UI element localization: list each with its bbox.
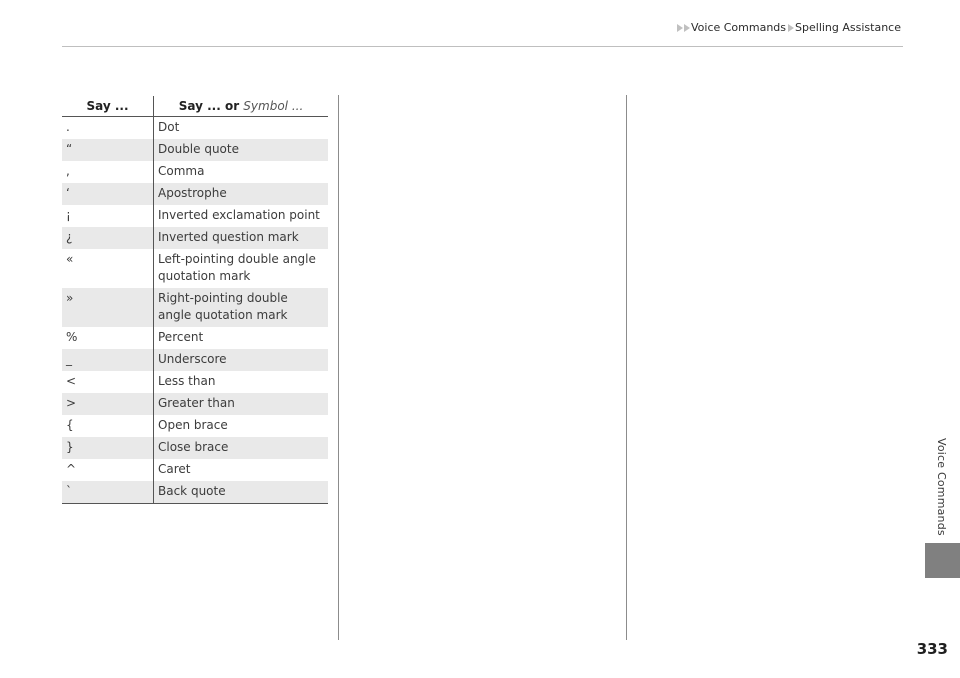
- say-cell: Percent: [158, 330, 204, 344]
- say-cell: Greater than: [154, 393, 329, 415]
- header-divider: [62, 46, 903, 47]
- page-number: 333: [916, 640, 948, 658]
- symbol-cell: ¡: [62, 205, 154, 227]
- symbol-cell: «: [62, 249, 154, 288]
- breadcrumb-item-spelling-assistance[interactable]: Spelling Assistance: [795, 21, 901, 34]
- symbol-cell: >: [62, 393, 154, 415]
- table-row: [62, 415, 328, 437]
- symbol-table: [62, 96, 328, 504]
- table-header-row: [62, 96, 328, 117]
- table-row: [62, 288, 328, 327]
- table-row: [62, 459, 328, 481]
- header-say-or-symbol: [154, 96, 329, 117]
- symbol-cell: “: [62, 139, 154, 161]
- breadcrumb-arrow-icon: [684, 24, 690, 32]
- header-say: Say ...: [62, 96, 154, 117]
- table-row: [62, 327, 328, 349]
- column-divider-right: [626, 95, 627, 640]
- say-cell: Apostrophe: [154, 183, 329, 205]
- say-cell: Inverted exclamation point: [158, 208, 320, 222]
- table-row: [62, 349, 328, 371]
- symbol-cell: {: [62, 415, 154, 437]
- breadcrumb-arrow-icon: [677, 24, 683, 32]
- symbol-cell: ¿: [62, 227, 154, 249]
- symbol-cell: .: [62, 117, 154, 140]
- header-symbol-label: Symbol ...: [243, 99, 304, 113]
- say-cell: Double quote: [154, 139, 329, 161]
- table-row: [62, 227, 328, 249]
- symbol-cell: %: [62, 327, 154, 349]
- side-tab-voice-commands[interactable]: Voice Commands: [935, 438, 948, 536]
- say-cell: Inverted question mark: [154, 227, 329, 249]
- symbol-cell: `: [62, 481, 154, 504]
- symbol-cell: _: [62, 349, 154, 371]
- say-cell: Less than: [158, 374, 216, 388]
- symbol-cell: ‘: [62, 183, 154, 205]
- say-cell: Dot: [158, 120, 180, 134]
- say-cell: Left-pointing double angle quotation mark: [158, 252, 316, 283]
- breadcrumb: [677, 21, 903, 34]
- symbol-cell: ^: [62, 459, 154, 481]
- symbol-cell: }: [62, 437, 154, 459]
- column-divider-left: [338, 95, 339, 640]
- say-cell: Caret: [158, 462, 191, 476]
- say-cell: Right-pointing double angle quotation mark: [154, 288, 329, 327]
- say-cell: Comma: [158, 164, 205, 178]
- table-row: [62, 205, 328, 227]
- table-row: [62, 139, 328, 161]
- say-cell: Back quote: [154, 481, 329, 504]
- table-row: [62, 371, 328, 393]
- header-say-or-label: Say ... or: [178, 99, 244, 113]
- table-row: [62, 161, 328, 183]
- symbol-cell: ,: [62, 161, 154, 183]
- say-cell: Close brace: [154, 437, 329, 459]
- breadcrumb-item-voice-commands[interactable]: Voice Commands: [690, 21, 787, 34]
- table-row: [62, 481, 328, 504]
- table-row: [62, 117, 328, 140]
- table-row: [62, 183, 328, 205]
- symbol-cell: <: [62, 371, 154, 393]
- say-cell: Underscore: [154, 349, 329, 371]
- table-row: [62, 393, 328, 415]
- table-row: [62, 437, 328, 459]
- side-tab-marker: [925, 543, 960, 578]
- say-cell: Open brace: [158, 418, 228, 432]
- table-row: [62, 249, 328, 288]
- symbol-cell: »: [62, 288, 154, 327]
- breadcrumb-arrow-icon: [788, 24, 794, 32]
